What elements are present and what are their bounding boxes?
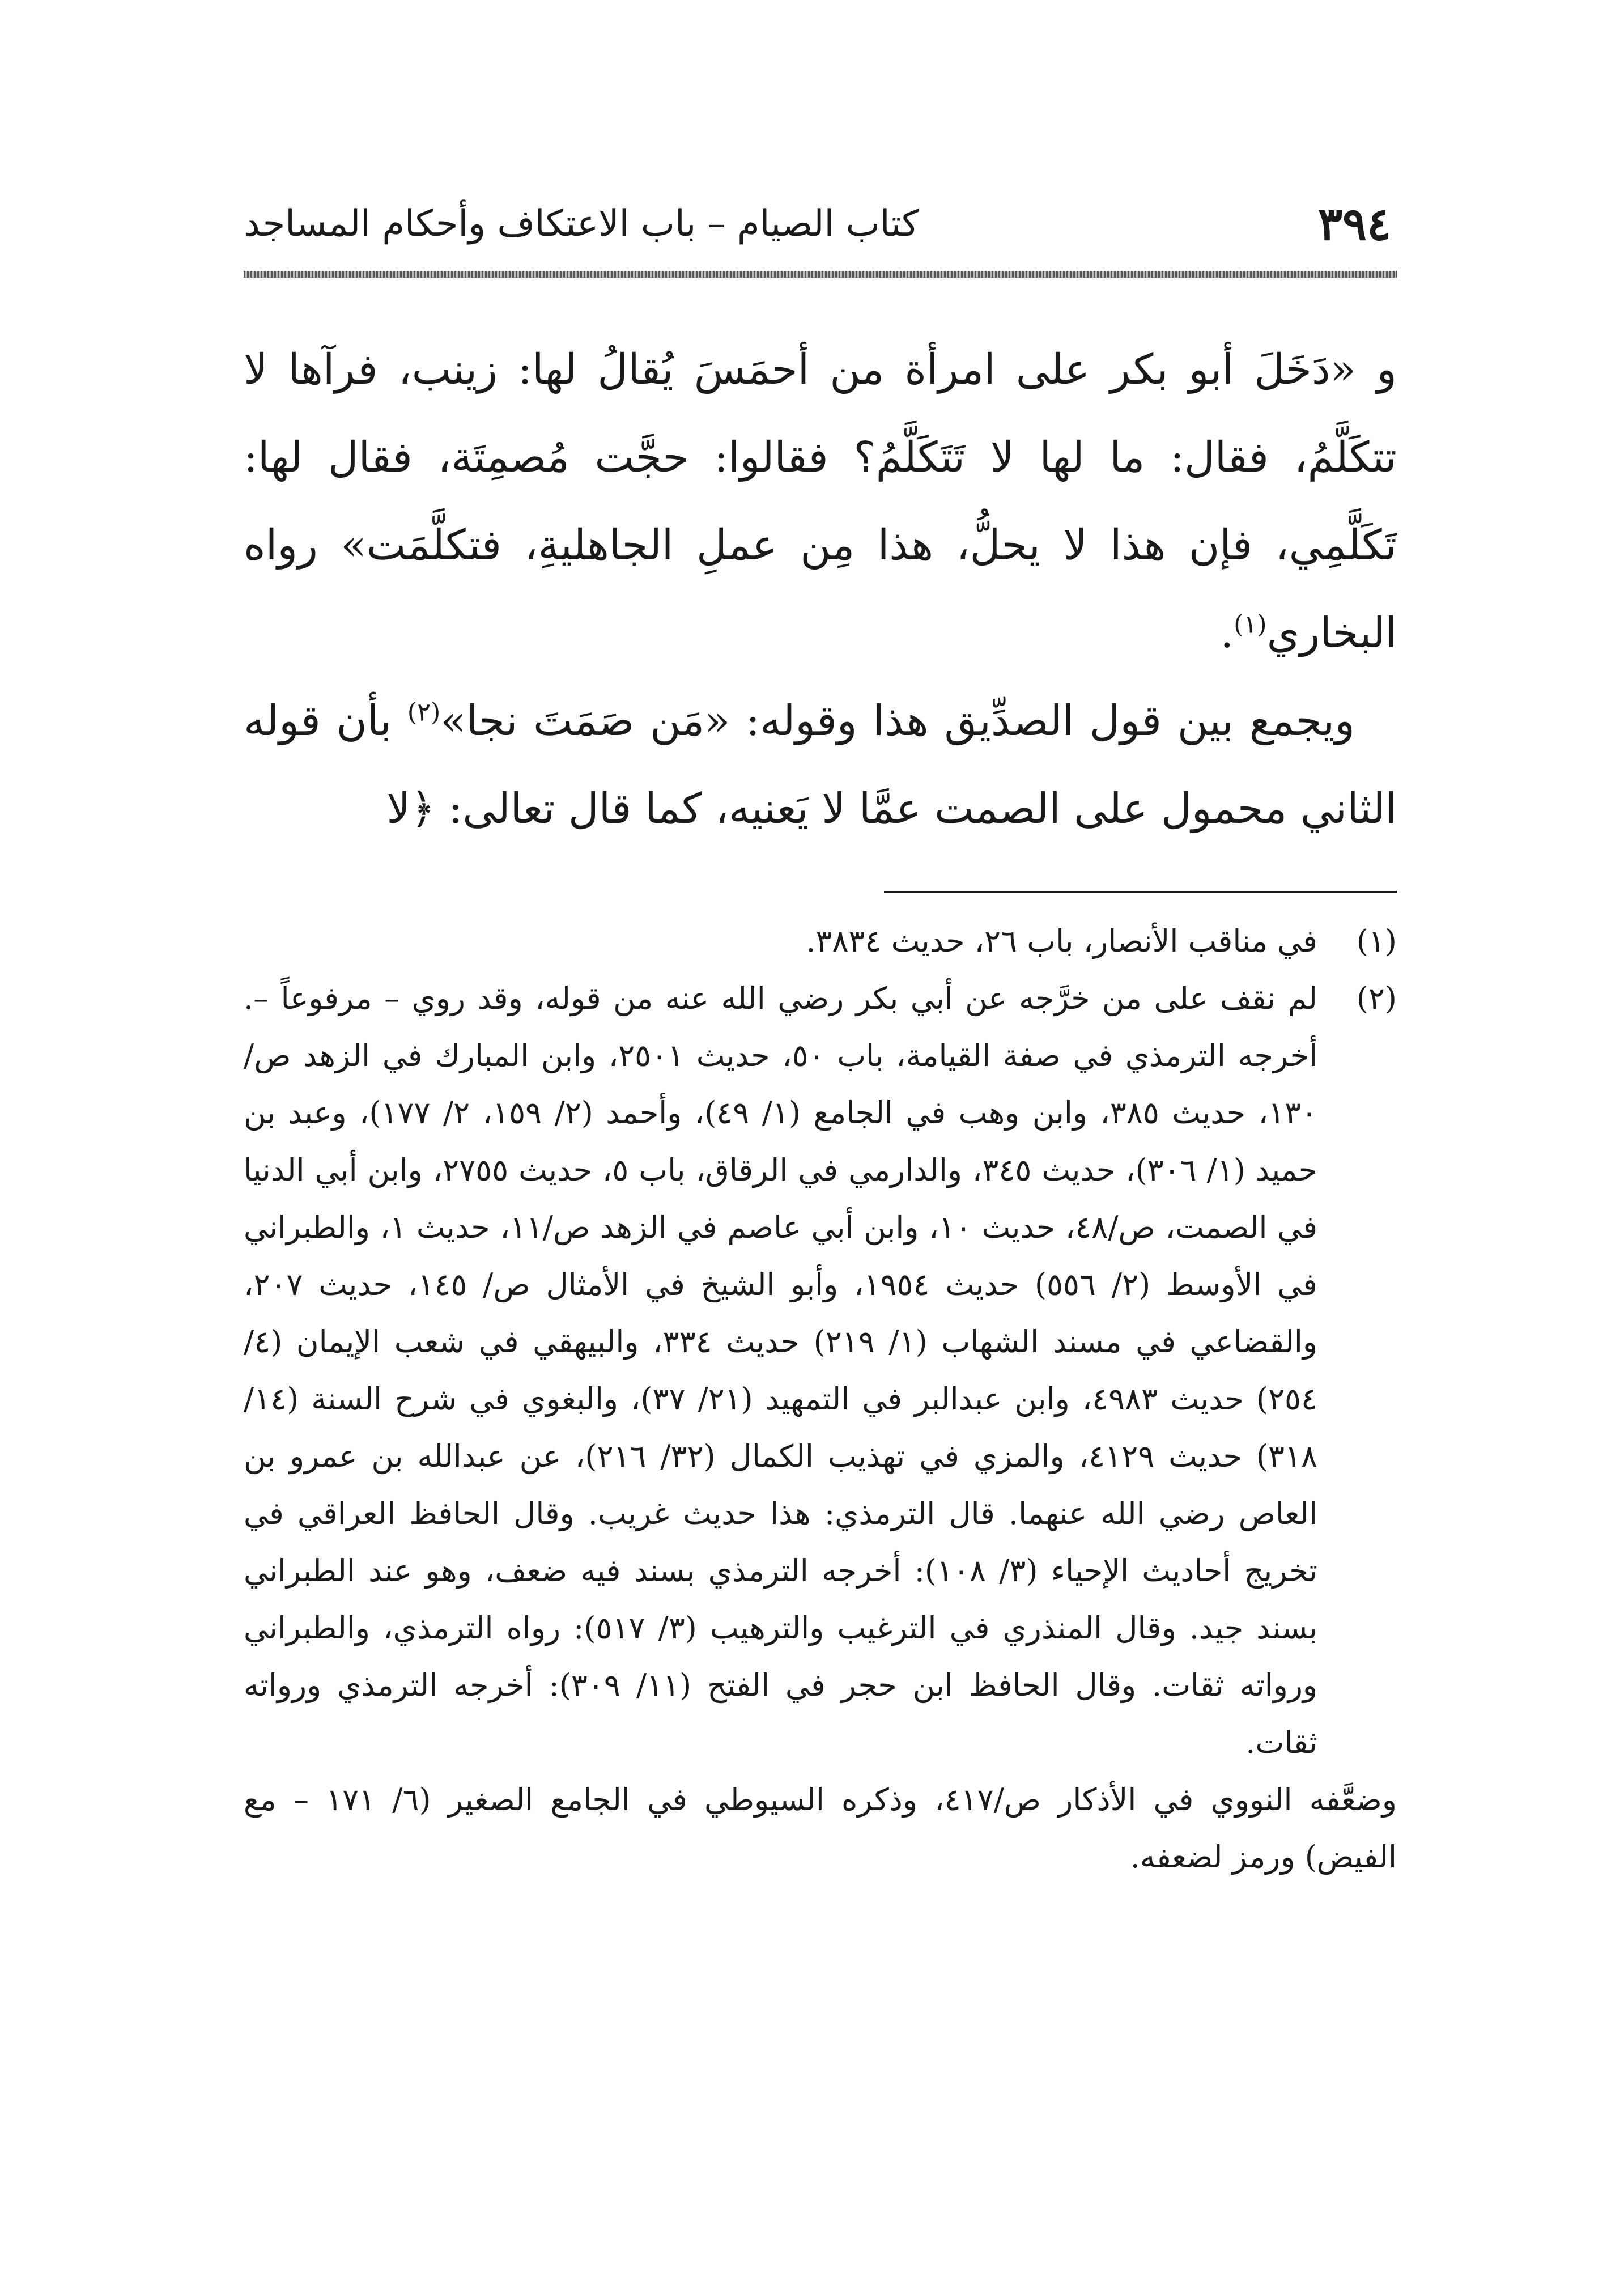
paragraph-text: ويجمع بين قول الصدِّيق هذا وقوله: «مَن صَمَتَ نجا» [440,697,1355,745]
paragraph-text: و «دَخَلَ أبو بكر على امرأة من أحمَسَ يُقالُ لها: زينب، فرآها لا تتكَلَّمُ، فقال: ما لها لا تَتَكَلَّمُ؟ فقالوا: حجَّت مُصمِتَة، فقال لها: تَكَلَّمِي، فإن هذا لا يحلُّ، هذا مِن عملِ الجاهليةِ، فتكلَّمَت» رواه البخاري [244,345,1397,657]
page-header [244,181,1397,266]
footnote-separator [884,891,1397,893]
footnote-number: (١) [1356,923,1397,959]
footnote-1 [244,912,1397,970]
footnote-ref-2: (٢) [407,698,441,727]
footnote-text: في مناقب الأنصار، باب ٢٦، حديث ٣٨٣٤. [806,923,1317,959]
footnotes [244,912,1397,1886]
footnote-text: لم نقف على من خرَّجه عن أبي بكر رضي الله عنه من قوله، وقد روي – مرفوعاً –. أخرجه الترمذي في صفة القيامة، باب ٥٠، حديث ٢٥٠١، وابن المبارك في الزهد ص/١٣٠، حديث ٣٨٥، وابن وهب في الجامع (١/ ٤٩)، وأحمد (٢/ ١٥٩، ٢/ ١٧٧)، وعبد بن حميد (١/ ٣٠٦)، حديث ٣٤٥، والدارمي في الرقاق، باب ٥، حديث ٢٧٥٥، وابن أبي الدنيا في الصمت، ص/٤٨، حديث ١٠، وابن أبي عاصم في الزهد ص/١١، حديث ١، والطبراني في الأوسط (٢/ ٥٥٦) حديث ١٩٥٤، وأبو الشيخ في الأمثال ص/ ١٤٥، حديث ٢٠٧، والقضاعي في مسند الشهاب (١/ ٢١٩) حديث ٣٣٤، والبيهقي في شعب الإيمان (٤/ ٢٥٤) حديث ٤٩٨٣، وابن عبدالبر في التمهيد (٢١/ ٣٧)، والبغوي في شرح السنة (١٤/ ٣١٨) حديث ٤١٢٩، والمزي في تهذيب الكمال (٣٢/ ٢١٦)، عن عبدالله بن عمرو بن العاص رضي الله عنهما. قال الترمذي: هذا حديث غريب. وقال الحافظ العراقي في تخريج أحاديث الإحياء (٣/ ١٠٨): أخرجه الترمذي بسند فيه ضعف، وهو عند الطبراني بسند جيد. وقال المنذري في الترغيب والترهيب (٣/ ٥١٧): رواه الترمذي، والطبراني ورواته ثقات. وقال الحافظ ابن حجر في الفتح (١١/ ٣٠٩): أخرجه الترمذي ورواته ثقات. [244,980,1318,1760]
running-title: كتاب الصيام – باب الاعتكاف وأحكام المساجد [244,203,920,245]
footnote-ref-1: (١) [1234,610,1267,639]
footnote-continuation: وضعَّفه النووي في الأذكار ص/٤١٧، وذكره السيوطي في الجامع الصغير (٦/ ١٧١ – مع الفيض) ورمز لضعفه. [244,1782,1397,1875]
main-paragraph-2 [244,677,1397,853]
footnote-number: (٢) [1356,980,1397,1016]
header-rule [244,271,1397,278]
main-paragraph-1 [244,326,1397,677]
footnote-2 [244,970,1397,1771]
paragraph-text-continued: بأن قوله الثاني محمول على الصمت عمَّا لا يَعنيه، كما قال تعالى: ﴿لا [244,697,1397,833]
paragraph-end: . [1220,609,1234,657]
page-number: ٣٩٤ [1318,197,1391,250]
